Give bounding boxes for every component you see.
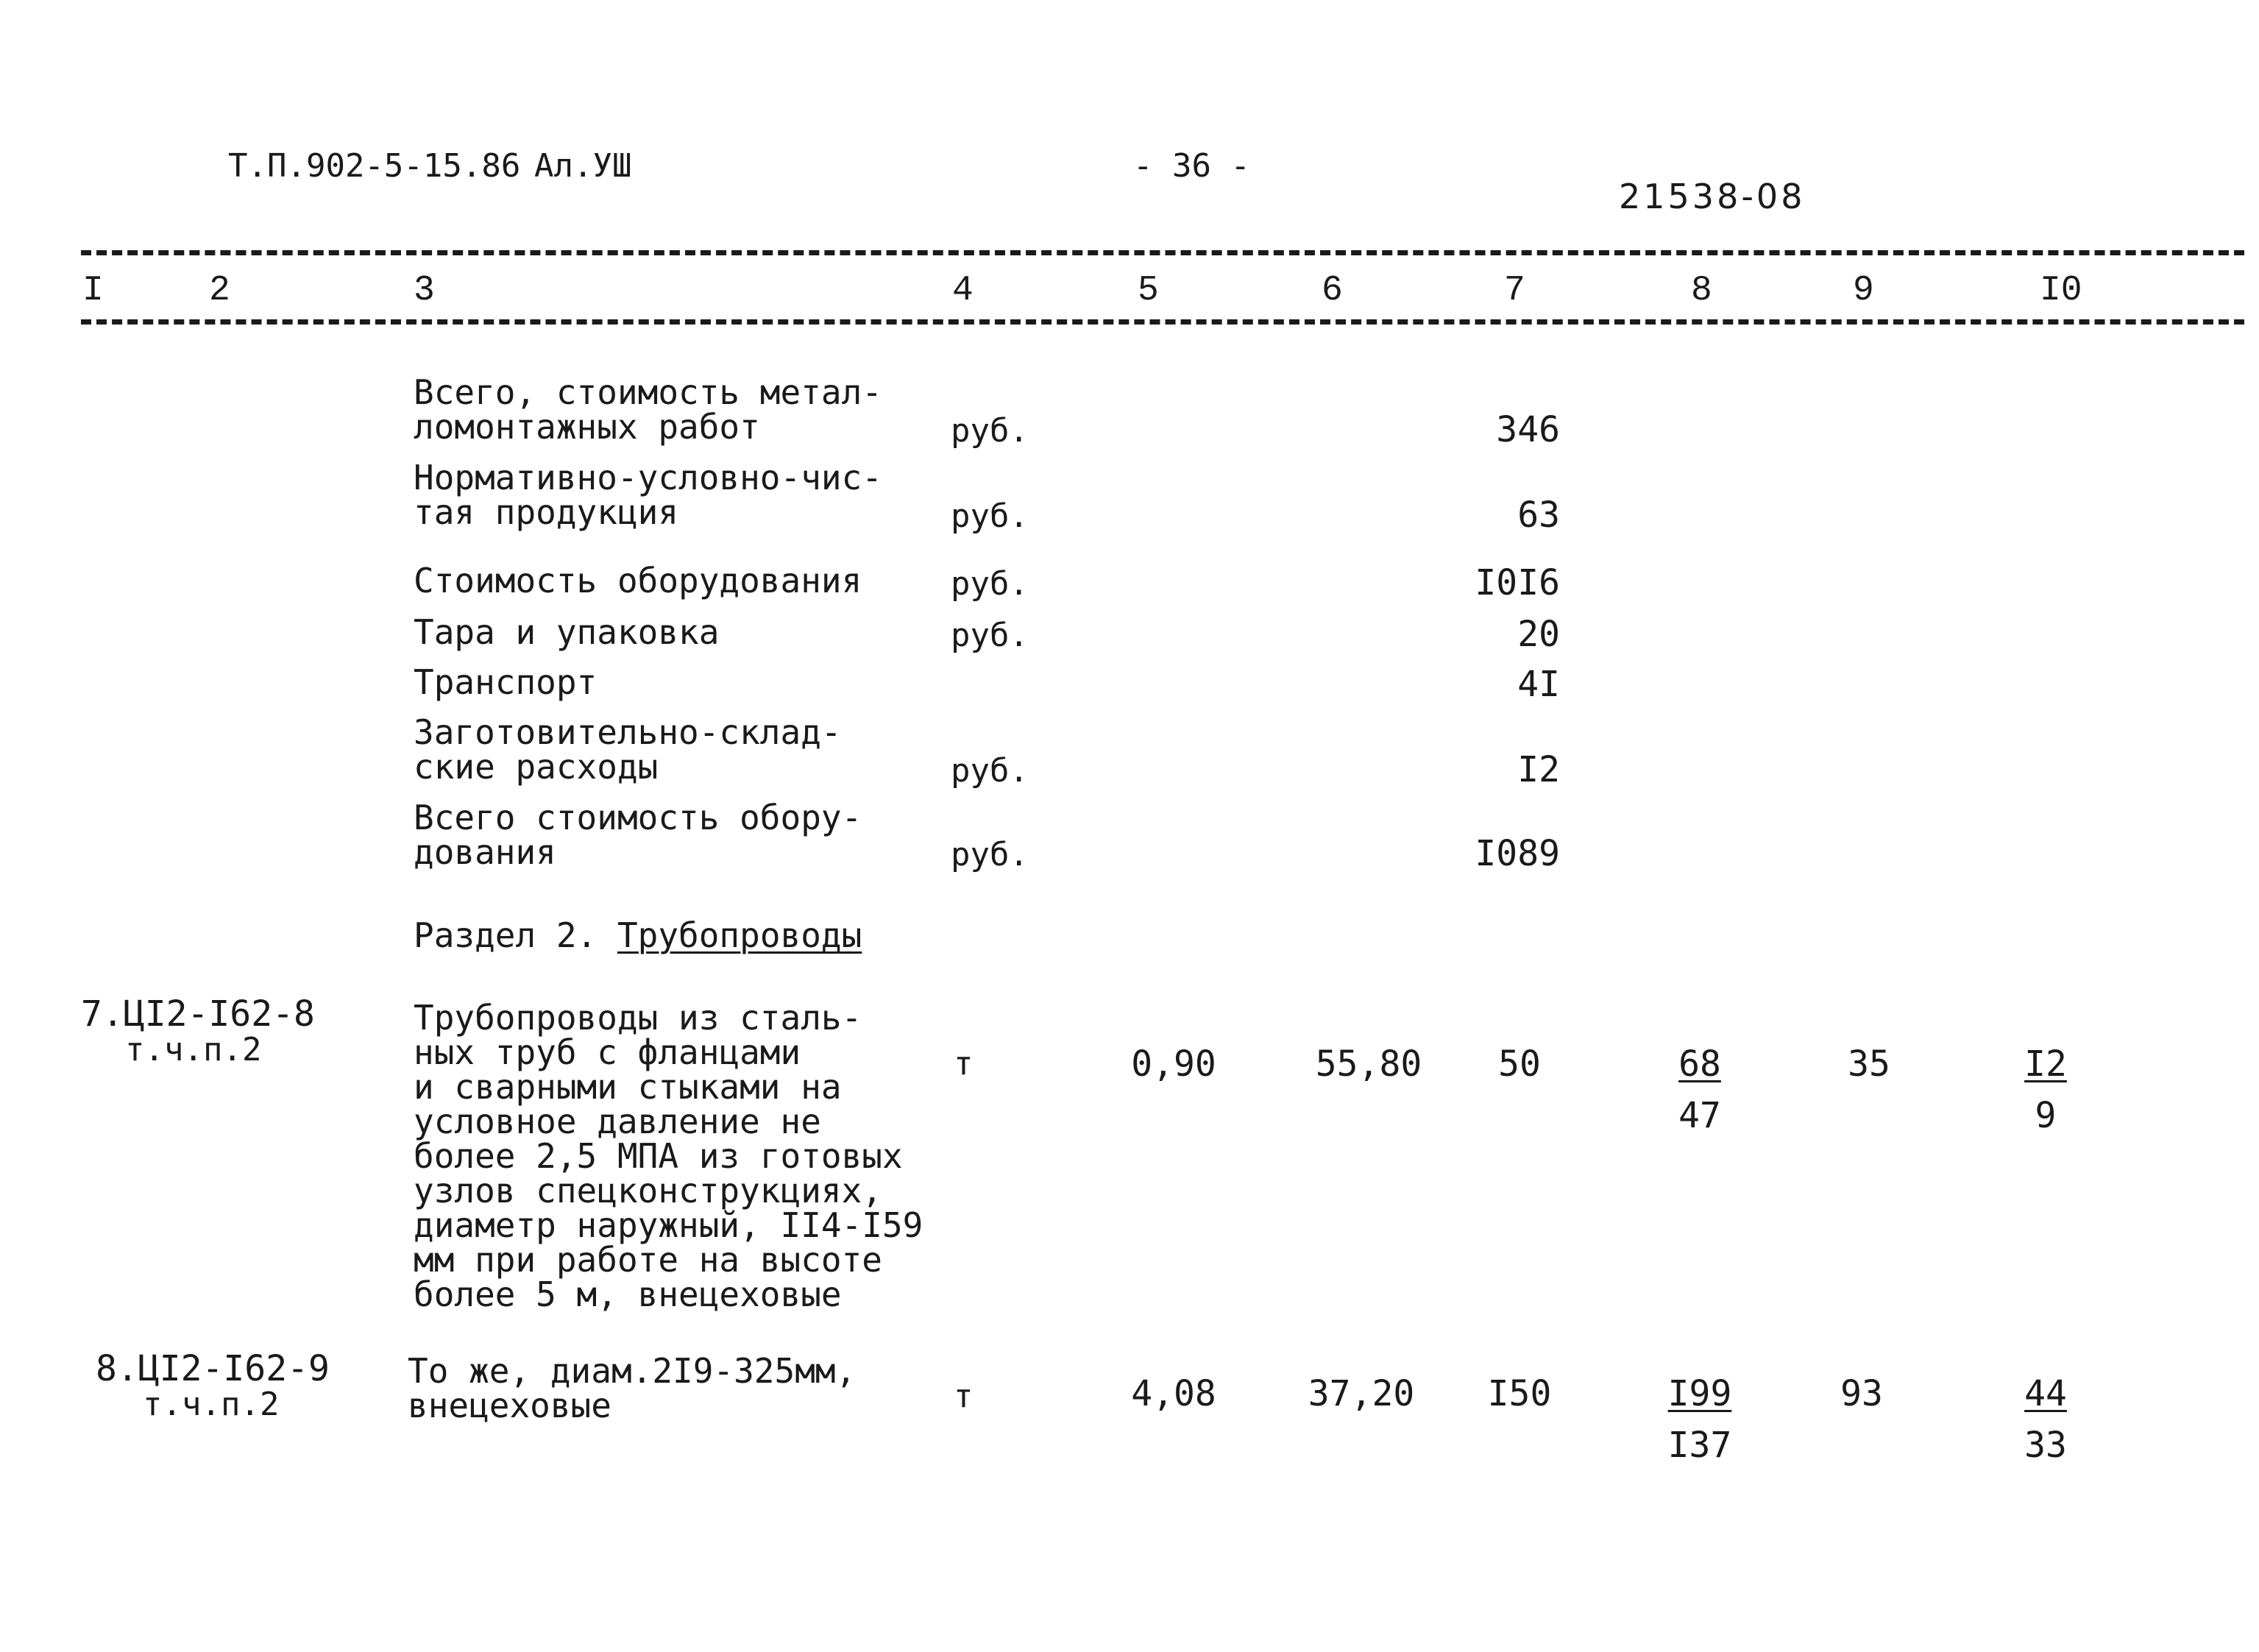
summary-desc: Тара и упаковка	[414, 612, 720, 652]
item-col10-bottom: 9	[2035, 1095, 2057, 1136]
item-code: 7.ЦI2-I62-8	[81, 993, 315, 1035]
item-col5: 4,08	[1131, 1373, 1216, 1414]
section-heading	[414, 915, 862, 955]
item-ref: т.ч.п.2	[125, 1031, 262, 1068]
item-col8-bottom: 47	[1678, 1095, 1721, 1136]
item-ref: т.ч.п.2	[143, 1386, 280, 1423]
summary-value: I089	[1475, 833, 1560, 874]
item-description: Трубопроводы из сталь- ных труб с фланцами и сварными стыками на условное давление не более 2,5 МПА из готовых узлов спецконструкциях, диаметр наружный, II4-I59 мм при работе на высоте более 5 м, внецеховые	[414, 998, 923, 1314]
header-top-rule	[81, 250, 2244, 255]
page-number: - 36 -	[1133, 147, 1250, 185]
item-col7: 50	[1498, 1043, 1541, 1085]
item-col10-bottom: 33	[2024, 1425, 2067, 1466]
summary-unit: руб.	[951, 565, 1029, 603]
summary-unit: руб.	[951, 497, 1029, 535]
project-code: Т.П.902-5-15.86	[228, 147, 521, 185]
section-title: Трубопроводы	[617, 915, 862, 955]
col-1-num: I	[82, 271, 104, 311]
item-unit: т	[954, 1045, 974, 1082]
summary-value: 63	[1517, 494, 1560, 536]
item-col9: 35	[1848, 1043, 1890, 1085]
summary-value: 4I	[1517, 664, 1560, 705]
col-8-num: 8	[1691, 271, 1712, 311]
summary-value: I0I6	[1475, 562, 1560, 603]
summary-desc: Транспорт	[414, 662, 597, 702]
summary-desc: Всего, стоимость метал- ломонтажных работ	[414, 372, 882, 447]
section-prefix: Раздел 2.	[414, 915, 597, 955]
col-3-num: 3	[414, 271, 435, 311]
summary-desc: Заготовительно-склад- ские расходы	[414, 712, 842, 787]
album-code: Ал.УШ	[534, 147, 632, 185]
item-col5: 0,90	[1131, 1043, 1216, 1085]
summary-unit: руб.	[951, 836, 1029, 873]
summary-value: 346	[1496, 409, 1560, 450]
col-4-num: 4	[952, 271, 974, 311]
item-col6: 55,80	[1315, 1043, 1422, 1085]
summary-unit: руб.	[951, 412, 1029, 450]
col-10-num: I0	[2040, 271, 2082, 311]
item-col8-top: I99	[1667, 1373, 1732, 1414]
item-unit: т	[954, 1378, 974, 1415]
item-code: 8.ЦI2-I62-9	[96, 1348, 330, 1389]
col-9-num: 9	[1853, 271, 1874, 311]
item-description: То же, диам.2I9-325мм, внецеховые	[408, 1351, 857, 1425]
summary-unit: руб.	[951, 617, 1029, 654]
header-bottom-rule	[81, 319, 2244, 325]
item-col8-top: 68	[1678, 1043, 1721, 1085]
item-col10-top: I2	[2024, 1043, 2067, 1085]
col-2-num: 2	[209, 271, 230, 311]
summary-value: 20	[1517, 614, 1560, 655]
col-6-num: 6	[1322, 271, 1343, 311]
col-5-num: 5	[1138, 271, 1159, 311]
item-col9: 93	[1840, 1373, 1883, 1414]
summary-desc: Всего стоимость обору- дования	[414, 798, 862, 872]
item-col7: I50	[1487, 1373, 1552, 1414]
summary-value: I2	[1517, 749, 1560, 790]
item-col10-top: 44	[2024, 1373, 2067, 1414]
doc-code: 21538-08	[1619, 177, 1806, 216]
summary-desc: Стоимость оборудования	[414, 561, 862, 600]
summary-desc: Нормативно-условно-чис- тая продукция	[414, 458, 882, 532]
col-7-num: 7	[1504, 271, 1525, 311]
item-col8-bottom: I37	[1667, 1425, 1732, 1466]
item-col6: 37,20	[1308, 1373, 1415, 1414]
summary-unit: руб.	[951, 752, 1029, 790]
